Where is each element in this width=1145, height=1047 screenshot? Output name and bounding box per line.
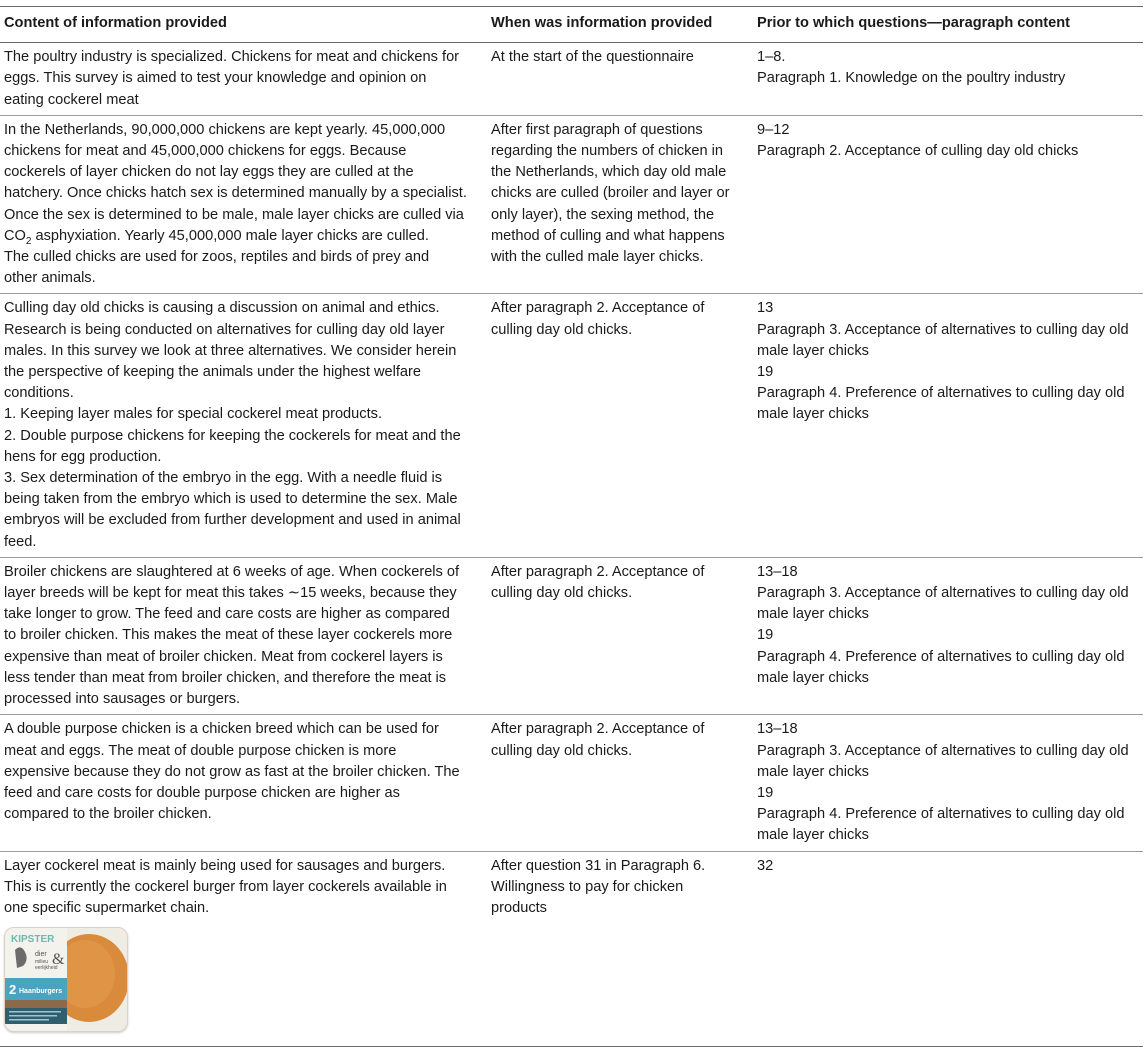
cell-text-line: Culling day old chicks is causing a discussion on animal and ethics. [4,300,440,317]
table-cell-prior [753,851,1143,1047]
brand-logo-text: KIPSTER [11,934,55,946]
table-row [0,294,1143,557]
cell-text-line: Paragraph 4. Preference of alternatives to culling day old [757,385,1125,402]
cell-text-line: Paragraph 4. Preference of alternatives to culling day old [757,806,1125,823]
cell-text-line: embryos will be excluded from further development and used in animal [4,512,461,529]
table-row [0,43,1143,116]
table-cell-content [0,43,487,116]
table-cell-when [487,851,753,1047]
cell-text-line: culling day old chicks. [491,585,633,602]
cell-text-line: The poultry industry is specialized. Chickens for meat and chickens for [4,49,460,66]
cell-text-line: regarding the numbers of chicken in [491,143,724,160]
table-row [0,715,1143,851]
cell-text-line: 13–18 [757,721,798,738]
cell-text-line: to broiler chicken. This makes the meat of these layer cockerels more [4,627,453,644]
table-cell-prior [753,557,1143,714]
cell-text-line: chicks are culled (broiler and layer or [491,185,730,202]
cell-text-line: feed and care costs for double purpose chicken are higher as [4,784,400,801]
table-cell-when [487,115,753,294]
cell-text-line: Broiler chickens are slaughtered at 6 weeks of age. When cockerels of [4,563,460,580]
cell-text-line: A double purpose chicken is a chicken breed which can be used for [4,721,439,738]
svg-text:dier: dier [35,951,47,959]
cell-text-line: Paragraph 3. Acceptance of alternatives to culling day old [757,585,1129,602]
svg-text:eerlijkheid: eerlijkheid [35,965,58,972]
table-row [0,851,1143,1047]
cell-text-line: male layer chicks [757,406,869,423]
table-cell-prior [753,43,1143,116]
table-cell-prior [753,294,1143,557]
cell-text-line: Willingness to pay for chicken [491,878,684,895]
svg-text:milieu: milieu [35,959,49,966]
table-cell-when [487,557,753,714]
cell-text-line: 2. Double purpose chickens for keeping the cockerels for meat and the [4,427,461,444]
cell-text-line: 13 [757,300,774,317]
table-cell-content [0,715,487,851]
cell-text-line: At the start of the questionnaire [491,49,694,66]
table-cell-content [0,115,487,294]
cell-text-line: After first paragraph of questions [491,121,703,138]
cell-text-line: less tender than meat from broiler chicken, and therefore the meat is [4,669,447,686]
cell-text-line: 9–12 [757,121,790,138]
table-cell-content [0,851,487,1047]
cell-text-line: Research is being conducted on alternatives for culling day old layer [4,321,445,338]
burger-package-illustration [5,928,127,1031]
table-cell-when [487,715,753,851]
table-row [0,115,1143,294]
cell-text-line: expensive because they do not grow as fast at the broiler chicken. The [4,763,460,780]
table-cell-content [0,294,487,557]
cell-text-line: cockerels of layer chicken do not lay eggs they are culled at the [4,164,414,181]
header-prior: Prior to which questions—paragraph content [753,7,1143,43]
cell-text-line: the Netherlands, which day old male [491,164,727,181]
cell-text-line: culling day old chicks. [491,742,633,759]
cell-text-line: Paragraph 1. Knowledge on the poultry industry [757,70,1066,87]
cell-text-line: male layer chicks [757,827,869,844]
cell-text-line: This is currently the cockerel burger from layer cockerels available in [4,878,447,895]
cell-text-line: 19 [757,784,774,801]
cell-text-line: males. In this survey we look at three alternatives. We consider herein [4,342,457,359]
cell-text-line: After question 31 in Paragraph 6. [491,857,706,874]
cockerel-burger-package-image [4,927,128,1032]
cell-text-line: compared to the broiler chicken. [4,806,212,823]
cell-text-line: After paragraph 2. Acceptance of [491,563,705,580]
cell-text-line: eggs. This survey is aimed to test your knowledge and opinion on [4,70,427,87]
cell-text-line: processed into sausages or burgers. [4,691,241,708]
information-table [0,6,1143,1047]
cell-text-line: eating cockerel meat [4,91,139,108]
cell-text-line: one specific supermarket chain. [4,899,210,916]
cell-text-line: products [491,899,547,916]
header-when: When was information provided [487,7,753,43]
svg-text:&: & [52,951,65,969]
cell-text-line: hatchery. Once chicks hatch sex is determined manually by a specialist. [4,185,467,202]
cell-text-line: layer breeds will be kept for meat this takes ∼15 weeks, because they [4,585,457,602]
cell-text-line: The culled chicks are used for zoos, reptiles and birds of prey and [4,249,430,266]
header-row [0,7,1143,43]
cell-text-line: Paragraph 2. Acceptance of culling day old chicks [757,143,1079,160]
cell-text-line: hens for egg production. [4,448,162,465]
cell-text-line: Paragraph 3. Acceptance of alternatives to culling day old [757,321,1129,338]
cell-text-line: 19 [757,364,774,381]
cell-text-line: 13–18 [757,563,798,580]
cell-text-line: conditions. [4,385,74,402]
cell-text-line: Paragraph 3. Acceptance of alternatives to culling day old [757,742,1129,759]
cell-text-line: male layer chicks [757,669,869,686]
cell-text-line: meat and eggs. The meat of double purpose chicken is more [4,742,397,759]
cell-text-line: chickens for meat and 45,000,000 chickens for eggs. Because [4,143,407,160]
cell-text-line: take longer to grow. The feed and care costs are higher as compared [4,606,450,623]
cell-text-line: only layer), the sexing method, the [491,206,715,223]
cell-text-line: After paragraph 2. Acceptance of [491,300,705,317]
cell-text-line: Layer cockerel meat is mainly being used for sausages and burgers. [4,857,446,874]
svg-text:2: 2 [9,982,17,998]
table-cell-when [487,294,753,557]
table-row [0,557,1143,714]
cell-text-line: male layer chicks [757,763,869,780]
cell-text-line: other animals. [4,270,96,287]
cell-text-line: expensive than meat of broiler chicken. Meat from cockerel layers is [4,648,443,665]
cell-text-line: $CO_2$ asphyxiation. Yearly 45,000,000 male layer chicks are culled. [4,227,429,247]
cell-text-line: Once the sex is determined to be male, male layer chicks are culled via [4,206,464,223]
cell-text-line: method of culling and what happens [491,227,725,244]
table-cell-prior [753,715,1143,851]
cell-text-line: 1–8. [757,49,786,66]
cell-text-line: After paragraph 2. Acceptance of [491,721,705,738]
cell-text-line: being taken from the embryo which is used to determine the sex. Male [4,491,458,508]
cell-text-line: 32 [757,857,774,874]
cell-text-line: In the Netherlands, 90,000,000 chickens are kept yearly. 45,000,000 [4,121,446,138]
table-cell-content [0,557,487,714]
cell-text-line: culling day old chicks. [491,321,633,338]
cell-text-line: 1. Keeping layer males for special cockerel meat products. [4,406,382,423]
cell-text-line: 19 [757,627,774,644]
cell-text-line: male layer chicks [757,342,869,359]
table-cell-prior [753,115,1143,294]
cell-text-line: feed. [4,533,37,550]
cell-text-line: Paragraph 4. Preference of alternatives to culling day old [757,648,1125,665]
cell-text-line: the perspective of keeping the animals under the highest welfare [4,364,421,381]
cell-text-line: with the culled male layer chicks. [491,249,704,266]
svg-text:Haanburgers: Haanburgers [19,988,63,996]
header-content: Content of information provided [0,7,487,43]
cell-text-line: male layer chicks [757,606,869,623]
table-cell-when [487,43,753,116]
cell-text-line: 3. Sex determination of the embryo in the egg. With a needle fluid is [4,470,443,487]
